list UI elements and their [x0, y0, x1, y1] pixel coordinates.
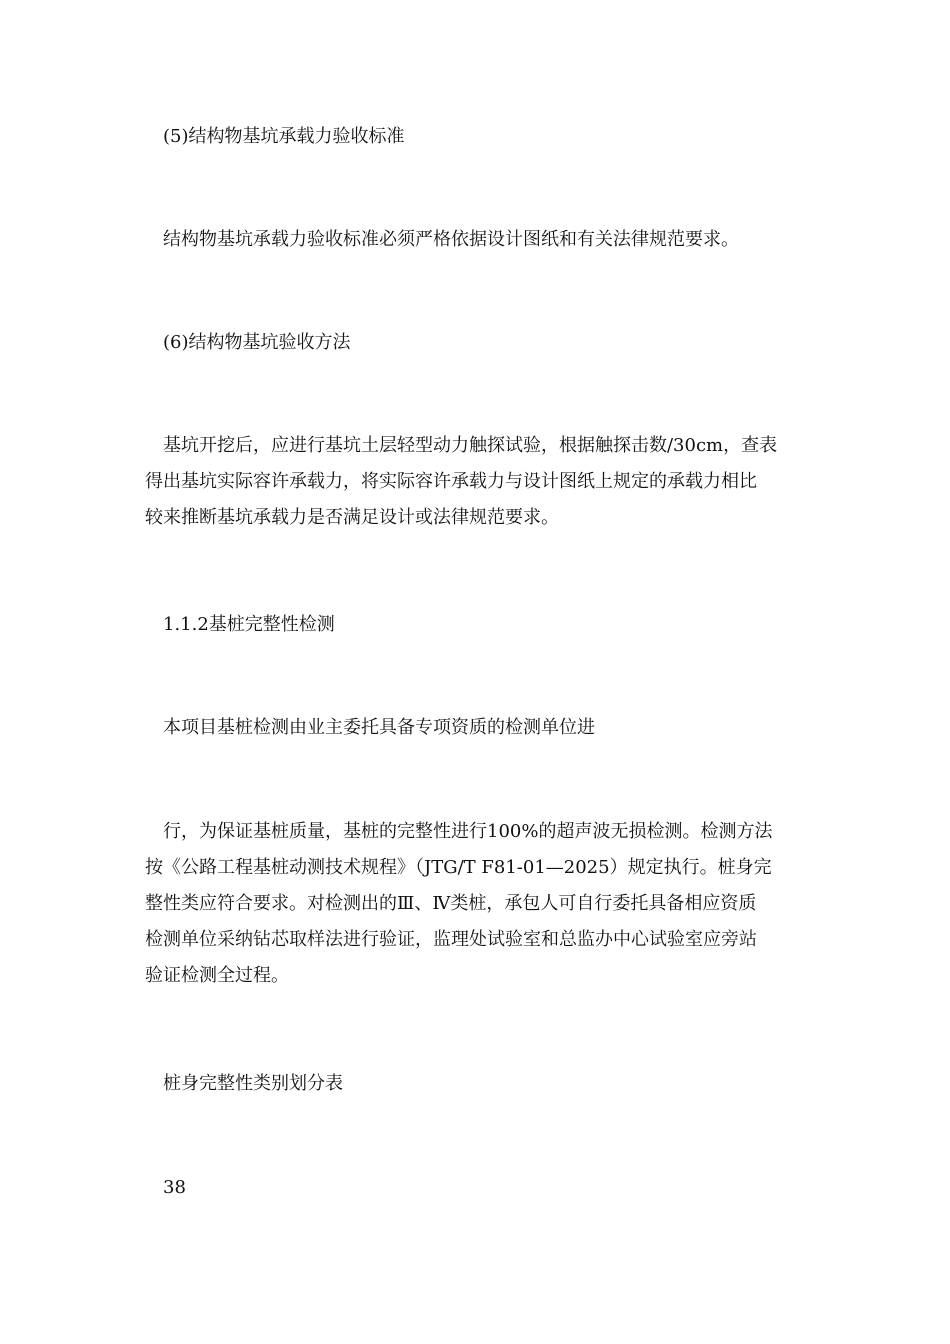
paragraph-line: 验证检测全过程。 [145, 965, 289, 986]
paragraph-line: 检测单位采纳钻芯取样法进行验证，监理处试验室和总监办中心试验室应旁站 [145, 929, 757, 950]
paragraph-pile-integrity [145, 814, 810, 994]
section-heading-1-1-2: 1.1.2基桩完整性检测 [163, 614, 335, 635]
paragraph-line: 基坑开挖后，应进行基坑土层轻型动力触探试验，根据触探击数/30cm，查表 [163, 435, 778, 456]
table-caption: 桩身完整性类别划分表 [163, 1073, 343, 1094]
paragraph-line: 整性类应符合要求。对检测出的Ⅲ、Ⅳ类桩，承包人可自行委托具备相应资质 [145, 893, 757, 914]
paragraph-acceptance-standard: 结构物基坑承载力验收标准必须严格依据设计图纸和有关法律规范要求。 [163, 229, 739, 250]
paragraph-line: 得出基坑实际容许承载力，将实际容许承载力与设计图纸上规定的承载力相比 [145, 471, 757, 492]
paragraph-line: 较来推断基坑承载力是否满足设计或法律规范要求。 [145, 507, 559, 528]
page-number: 38 [163, 1177, 186, 1198]
paragraph-line: 行，为保证基桩质量，基桩的完整性进行100%的超声波无损检测。检测方法 [163, 821, 773, 842]
section-heading-5: (5)结构物基坑承载力验收标准 [163, 126, 405, 147]
paragraph-line: 按《公路工程基桩动测技术规程》（JTG/T F81-01—2025）规定执行。桩身完 [145, 857, 772, 878]
paragraph-pile-testing-intro: 本项目基桩检测由业主委托具备专项资质的检测单位进 [163, 717, 595, 738]
section-heading-6: (6)结构物基坑验收方法 [163, 332, 351, 353]
paragraph-acceptance-method [145, 428, 810, 536]
